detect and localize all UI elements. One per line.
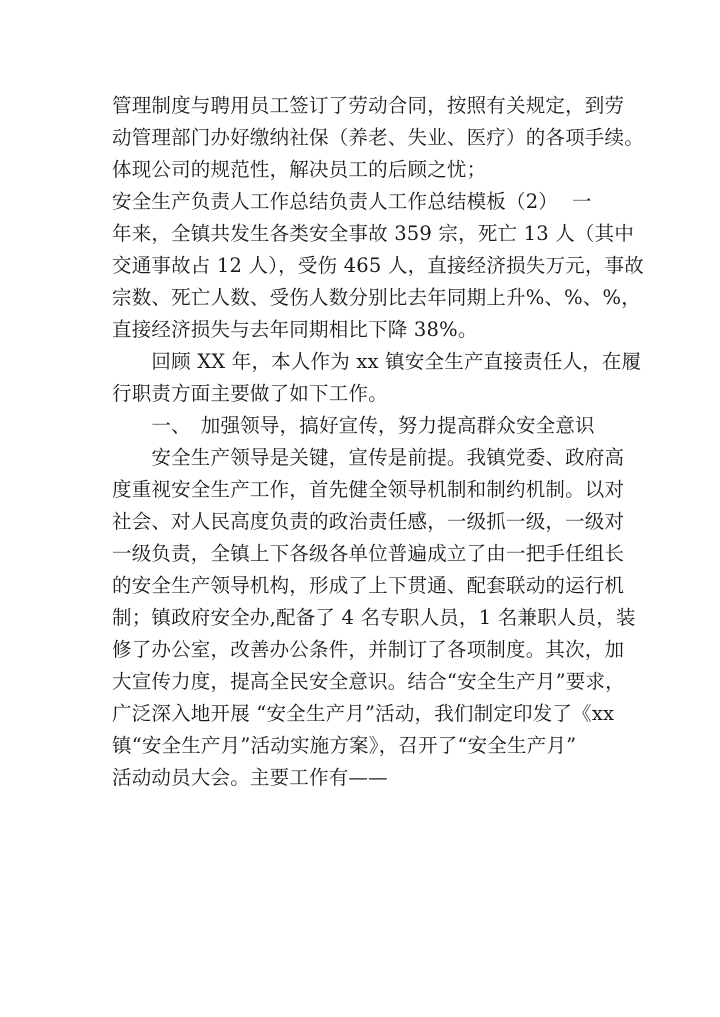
document-title-line — [112, 186, 612, 218]
paragraph-line-18: 修了办公室，改善办公条件，并制订了各项制度。其次，加 — [112, 638, 625, 661]
paragraph-line-9: 回顾 XX 年，本人作为 xx 镇安全生产直接责任人，在履 — [112, 350, 642, 373]
paragraph-line-8: 直接经济损失与去年同期相比下降 38%。 — [112, 318, 478, 341]
paragraph-line-10: 行职责方面主要做了如下工作。 — [112, 382, 388, 405]
title-line-tail: 一 — [572, 190, 592, 213]
paragraph-line-19: 大宣传力度，提高全民安全意识。结合“安全生产月”要求， — [112, 670, 625, 693]
paragraph-line-15: 一级负责，全镇上下各级各单位普遍成立了由一把手任组长 — [112, 542, 625, 565]
paragraph-line-7: 宗数、死亡人数、受伤人数分别比去年同期上升%、%、%， — [112, 286, 641, 309]
paragraph-line-6: 交通事故占 12 人），受伤 465 人，直接经济损失万元，事故 — [112, 254, 644, 277]
paragraph-line-17: 制；镇政府安全办,配备了 4 名专职人员，1 名兼职人员，装 — [112, 606, 636, 629]
document-page — [112, 90, 644, 794]
paragraph-line-5: 年来，全镇共发生各类安全事故 359 宗，死亡 13 人（其中 — [112, 222, 635, 245]
document-title: 安全生产负责人工作总结负责人工作总结模板（2） — [112, 190, 559, 213]
section-heading-1: 一、 加强领导，搞好宣传，努力提高群众安全意识 — [112, 414, 595, 437]
paragraph-line-14: 社会、对人民高度负责的政治责任感，一级抓一级，一级对 — [112, 510, 625, 533]
paragraph-line-13: 度重视安全生产工作，首先健全领导机制和制约机制。以对 — [112, 478, 625, 501]
paragraph-line-1: 管理制度与聘用员工签订了劳动合同，按照有关规定，到劳 — [112, 94, 625, 117]
paragraph-line-20: 广泛深入地开展 “安全生产月”活动，我们制定印发了《xx — [112, 702, 615, 725]
paragraph-line-2: 动管理部门办好缴纳社保（养老、失业、医疗）的各项手续。 — [112, 126, 644, 149]
paragraph-line-21: 镇“安全生产月”活动实施方案》，召开了“安全生产月” — [112, 734, 577, 757]
paragraph-line-12: 安全生产领导是关键，宣传是前提。我镇党委、政府高 — [112, 446, 625, 469]
paragraph-line-16: 的安全生产领导机构，形成了上下贯通、配套联动的运行机 — [112, 574, 625, 597]
paragraph-line-22: 活动动员大会。主要工作有—— — [112, 766, 388, 789]
paragraph-line-3: 体现公司的规范性，解决员工的后顾之忧； — [112, 158, 487, 181]
